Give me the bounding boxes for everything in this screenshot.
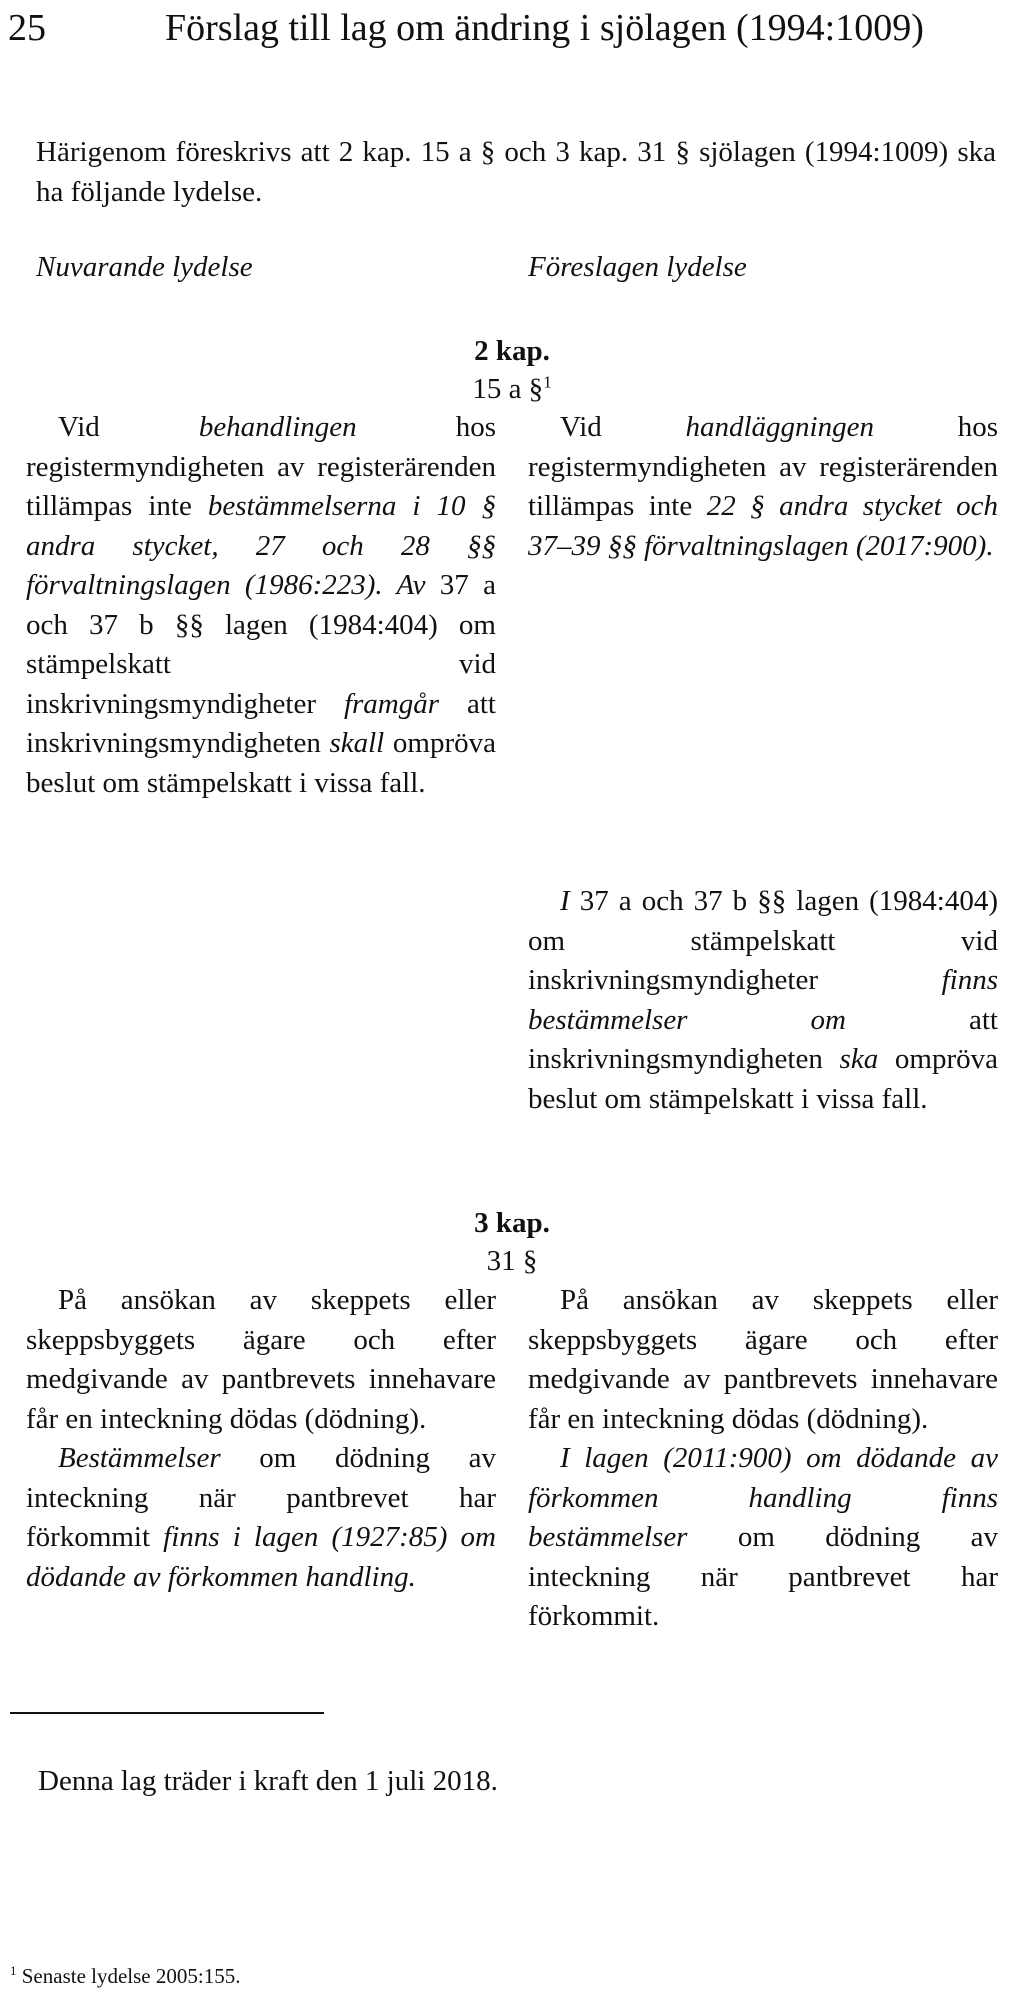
chapter-3-proposed-paragraph-1: På ansökan av skeppets eller skeppsbyggets ägare och efter medgivande av pantbrevets innehavare får en inteckning dödas (dödning). bbox=[528, 1284, 998, 1435]
section-31-label: 31 § bbox=[486, 1245, 538, 1277]
text-run: om dödning av inteckning när pantbrevet har förkommit. bbox=[528, 1521, 998, 1632]
intro-paragraph: Härigenom föreskrivs att 2 kap. 15 a § och 3 kap. 31 § sjölagen (1994:1009) ska ha följande lydelse. bbox=[36, 136, 996, 208]
chapter-2-label: 2 kap. bbox=[474, 335, 550, 367]
italic-run: finns i lagen (1927:85) om dödande av förkommen handling. bbox=[26, 1521, 496, 1593]
chapter-2-current-text bbox=[26, 408, 496, 803]
chapter-3-proposed-text bbox=[528, 1281, 998, 1637]
chapter-3-current-paragraph-2 bbox=[26, 1439, 496, 1597]
page-title: Förslag till lag om ändring i sjölagen (1994:1009) bbox=[165, 7, 924, 49]
text-run: om dödning av inteckning när pantbrevet har förkommit bbox=[26, 1442, 496, 1553]
chapter-3-proposed-paragraph-2 bbox=[528, 1439, 998, 1637]
text-run: ompröva beslut om stämpelskatt i vissa fall. bbox=[528, 1043, 998, 1115]
text-run: 37 a och 37 b §§ lagen (1984:404) om stämpelskatt vid inskrivningsmyndigheter bbox=[528, 885, 998, 996]
italic-run: skall bbox=[329, 727, 385, 759]
italic-run: ska bbox=[839, 1043, 879, 1075]
text-run: ompröva beslut om stämpelskatt i vissa fall. bbox=[26, 727, 496, 799]
text-run: att inskrivningsmyndigheten bbox=[528, 1003, 998, 1075]
chapter-3-label: 3 kap. bbox=[474, 1207, 550, 1239]
section-15a-label bbox=[0, 370, 1024, 408]
text-run: att inskrivningsmyndigheten bbox=[26, 687, 496, 759]
text-run: Vid bbox=[560, 411, 686, 443]
text-run: 37 a och 37 b §§ lagen (1984:404) om stämpelskatt vid inskrivningsmyndigheter bbox=[26, 569, 496, 720]
section-number: 25 bbox=[8, 7, 46, 49]
chapter-3-current-paragraph-1: På ansökan av skeppets eller skeppsbyggets ägare och efter medgivande av pantbrevets innehavare får en inteckning dödas (dödning). bbox=[26, 1284, 496, 1435]
italic-run: I lagen (2011:900) om dödande av förkommen handling finns bestämmelser bbox=[528, 1442, 998, 1553]
footnote-ref: 1 bbox=[543, 372, 552, 392]
chapter-2-proposed-paragraph-2 bbox=[528, 882, 998, 1119]
italic-run: finns bestämmelser om bbox=[528, 964, 998, 1036]
italic-run: 22 § andra stycket och 37–39 §§ förvaltningslagen (2017:900). bbox=[528, 490, 998, 562]
chapter-2-proposed-paragraph-1 bbox=[528, 408, 998, 566]
text-run: hos registermyndigheten av registerärenden tillämpas inte bbox=[528, 411, 998, 522]
italic-run: I bbox=[560, 885, 570, 917]
italic-run: handläggningen bbox=[685, 411, 874, 443]
footnote-divider bbox=[10, 1712, 324, 1714]
column-heading-current: Nuvarande lydelse bbox=[36, 251, 253, 283]
footnote-text: Senaste lydelse 2005:155. bbox=[16, 1964, 241, 1988]
footnote bbox=[10, 1962, 240, 1990]
chapter-2-proposed-text bbox=[528, 408, 998, 566]
italic-run: framgår bbox=[343, 687, 440, 720]
text-run: Vid bbox=[58, 411, 199, 443]
italic-run: behandlingen bbox=[198, 411, 357, 443]
effective-date-text: Denna lag träder i kraft den 1 juli 2018. bbox=[38, 1765, 498, 1797]
italic-run: Bestämmelser bbox=[58, 1442, 221, 1474]
section-15a-text: 15 a § bbox=[472, 373, 544, 405]
footnote-number: 1 bbox=[10, 1963, 17, 1978]
column-heading-proposed: Föreslagen lydelse bbox=[528, 251, 747, 283]
text-run: hos registermyndigheten av registerärenden tillämpas inte bbox=[26, 411, 496, 522]
italic-run: bestämmelserna i 10 § andra stycket, 27 och 28 §§ förvaltningslagen (1986:223). Av bbox=[26, 490, 496, 601]
chapter-2-current-paragraph bbox=[26, 408, 496, 803]
chapter-2-proposed-text-2 bbox=[528, 882, 998, 1119]
chapter-3-current-text bbox=[26, 1281, 496, 1597]
